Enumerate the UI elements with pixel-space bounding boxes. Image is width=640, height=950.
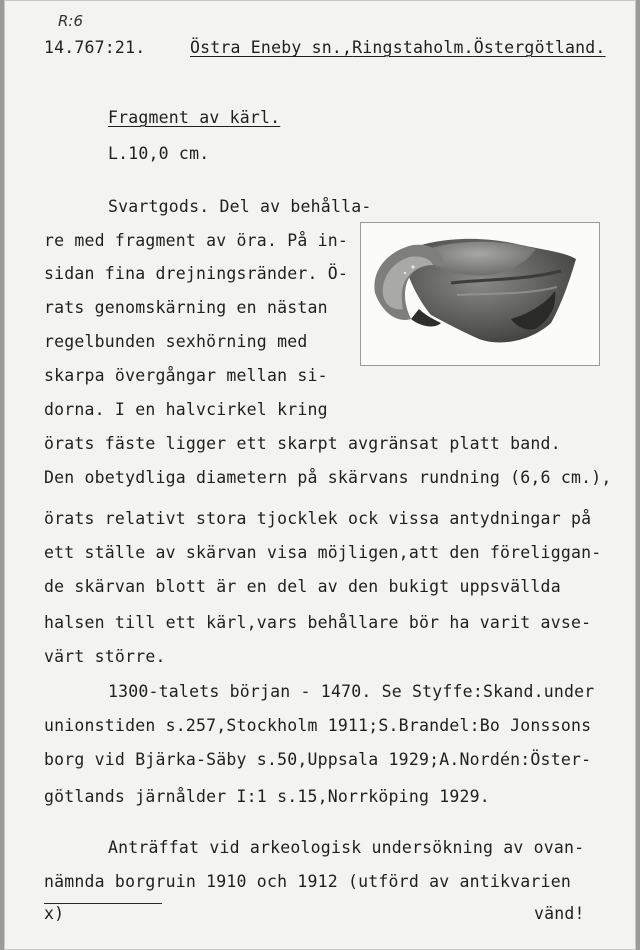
dating-line: götlands järnålder I:1 s.15,Norrköping 1929. (44, 787, 490, 806)
description-line: de skärvan blott är en del av den bukigt uppsvällda (44, 577, 561, 596)
dating-line: unionstiden s.257,Stockholm 1911;S.Brandel:Bo Jonssons (44, 716, 592, 735)
object-measure: L.10,0 cm. (108, 144, 210, 163)
description-line: regelbunden sexhörning med (44, 332, 308, 351)
object-title: Fragment av kärl. (108, 108, 281, 127)
footnote-marker: x) (44, 904, 65, 923)
dating-line: 1300-talets början - 1470. Se Styffe:Skand.under (108, 682, 595, 701)
handwritten-mark: R:6 (58, 12, 84, 30)
description-line: rats genomskärning en nästan (44, 298, 328, 317)
location-province: Östergötland. (473, 38, 606, 57)
description-line: halsen till ett kärl,vars behållare bör ha varit avse- (44, 613, 592, 632)
description-line: örats relativt stora tjocklek ock vissa antydningar på (44, 509, 592, 528)
fragment-photo (360, 222, 600, 366)
description-line: Svartgods. Del av behålla- (108, 197, 372, 216)
location-place: Ringstaholm. (352, 38, 474, 57)
location-line (190, 38, 606, 58)
description-line: re med fragment av öra. På in- (44, 231, 349, 250)
catalog-number: 14.767:21. (44, 38, 146, 57)
turn-over-note: vänd! (534, 904, 585, 923)
catalog-card (4, 0, 636, 950)
description-line: örats fäste ligger ett skarpt avgränsat platt band. (44, 434, 561, 453)
dating-line: borg vid Bjärka-Säby s.50,Uppsala 1929;A.Nordén:Öster- (44, 750, 592, 769)
pottery-fragment-image (361, 223, 599, 365)
description-line: dorna. I en halvcirkel kring (44, 400, 328, 419)
description-line: skarpa övergångar mellan si- (44, 366, 328, 385)
location-parish: Östra Eneby sn., (190, 38, 353, 57)
find-line: nämnda borgruin 1910 och 1912 (utförd av antikvarien (44, 872, 571, 891)
description-line: Den obetydliga diametern på skärvans rundning (6,6 cm.), (44, 468, 612, 487)
find-line: Anträffat vid arkeologisk undersökning av ovan- (108, 838, 585, 857)
description-line: värt större. (44, 647, 166, 666)
description-line: ett ställe av skärvan visa möjligen,att den föreliggan- (44, 543, 602, 562)
description-line: sidan fina drejningsränder. Ö- (44, 264, 349, 283)
